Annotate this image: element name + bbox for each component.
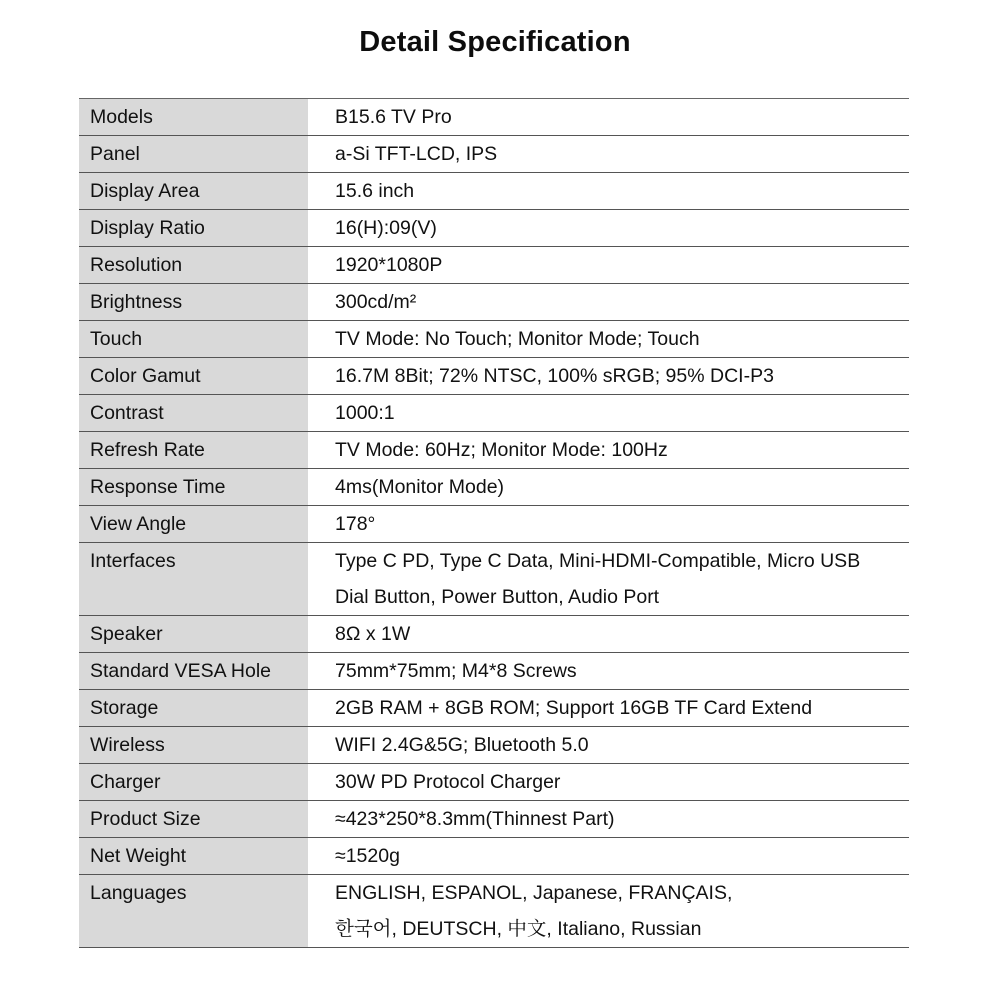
spec-label: Resolution (79, 247, 308, 284)
spec-row (79, 321, 909, 358)
spec-label: Storage (79, 690, 308, 727)
spec-value-line: B15.6 TV Pro (335, 106, 452, 128)
spec-value-line: 16(H):09(V) (335, 217, 437, 239)
spec-row (79, 690, 909, 727)
page-title: Detail Specification (359, 26, 631, 58)
spec-label: View Angle (79, 506, 308, 543)
spec-row (79, 284, 909, 321)
spec-value-line: 16.7M 8Bit; 72% NTSC, 100% sRGB; 95% DCI-P3 (335, 365, 774, 387)
spec-row (79, 875, 909, 948)
spec-value (308, 764, 909, 801)
spec-row (79, 801, 909, 838)
spec-value-line: 178° (335, 513, 376, 535)
spec-value-line: TV Mode: No Touch; Monitor Mode; Touch (335, 328, 700, 350)
spec-value-line: 2GB RAM + 8GB ROM; Support 16GB TF Card Extend (335, 697, 813, 719)
spec-value (308, 173, 909, 210)
spec-table (79, 98, 909, 948)
spec-value (308, 321, 909, 358)
spec-row (79, 838, 909, 875)
spec-value-line: 한국어, DEUTSCH, 中文, Italiano, Russian (335, 918, 702, 940)
spec-row (79, 543, 909, 616)
spec-value-line: 75mm*75mm; M4*8 Screws (335, 660, 577, 682)
spec-value-line: 15.6 inch (335, 180, 415, 202)
spec-value-line: 1000:1 (335, 402, 395, 424)
spec-value (308, 432, 909, 469)
spec-value (308, 838, 909, 875)
spec-value (308, 506, 909, 543)
spec-row (79, 469, 909, 506)
spec-value (308, 690, 909, 727)
spec-value (308, 801, 909, 838)
spec-label: Display Area (79, 173, 308, 210)
spec-value-line: 4ms(Monitor Mode) (335, 476, 505, 498)
spec-label: Languages (79, 875, 308, 948)
spec-value-line: ≈1520g (335, 845, 400, 867)
spec-label: Models (79, 99, 308, 136)
spec-row (79, 210, 909, 247)
spec-value-line: WIFI 2.4G&5G; Bluetooth 5.0 (335, 734, 589, 756)
spec-value-line: ≈423*250*8.3mm(Thinnest Part) (335, 808, 615, 830)
spec-label: Wireless (79, 727, 308, 764)
spec-value (308, 616, 909, 653)
spec-row (79, 616, 909, 653)
spec-label: Charger (79, 764, 308, 801)
spec-value (308, 653, 909, 690)
spec-label: Color Gamut (79, 358, 308, 395)
spec-label: Touch (79, 321, 308, 358)
spec-value-line: 1920*1080P (335, 254, 443, 276)
spec-label: Net Weight (79, 838, 308, 875)
spec-value-line: Dial Button, Power Button, Audio Port (335, 586, 660, 608)
spec-value (308, 247, 909, 284)
spec-value-line: 30W PD Protocol Charger (335, 771, 561, 793)
spec-value-line: ENGLISH, ESPANOL, Japanese, FRANÇAIS, (335, 882, 733, 904)
spec-row (79, 247, 909, 284)
spec-label: Contrast (79, 395, 308, 432)
spec-label: Product Size (79, 801, 308, 838)
spec-label: Standard VESA Hole (79, 653, 308, 690)
spec-label: Refresh Rate (79, 432, 308, 469)
spec-label: Panel (79, 136, 308, 173)
spec-value (308, 727, 909, 764)
spec-value (308, 358, 909, 395)
spec-value-line: 8Ω x 1W (335, 623, 411, 645)
spec-row (79, 395, 909, 432)
spec-value (308, 395, 909, 432)
spec-value (308, 136, 909, 173)
spec-row (79, 173, 909, 210)
spec-row (79, 764, 909, 801)
spec-row (79, 358, 909, 395)
spec-table-body (79, 99, 909, 948)
spec-label: Speaker (79, 616, 308, 653)
spec-value-line: 300cd/m² (335, 291, 417, 313)
spec-row (79, 99, 909, 136)
spec-label: Response Time (79, 469, 308, 506)
spec-value (308, 99, 909, 136)
spec-value-line: TV Mode: 60Hz; Monitor Mode: 100Hz (335, 439, 668, 461)
spec-label: Display Ratio (79, 210, 308, 247)
spec-row (79, 506, 909, 543)
spec-row (79, 136, 909, 173)
spec-label: Interfaces (79, 543, 308, 616)
spec-value (308, 210, 909, 247)
spec-value (308, 543, 909, 616)
spec-value (308, 875, 909, 948)
spec-value-line: a-Si TFT-LCD, IPS (335, 143, 498, 165)
spec-row (79, 653, 909, 690)
spec-label: Brightness (79, 284, 308, 321)
spec-value (308, 284, 909, 321)
spec-row (79, 432, 909, 469)
spec-row (79, 727, 909, 764)
spec-value (308, 469, 909, 506)
spec-value-line: Type C PD, Type C Data, Mini-HDMI-Compatible, Micro USB (335, 550, 861, 572)
